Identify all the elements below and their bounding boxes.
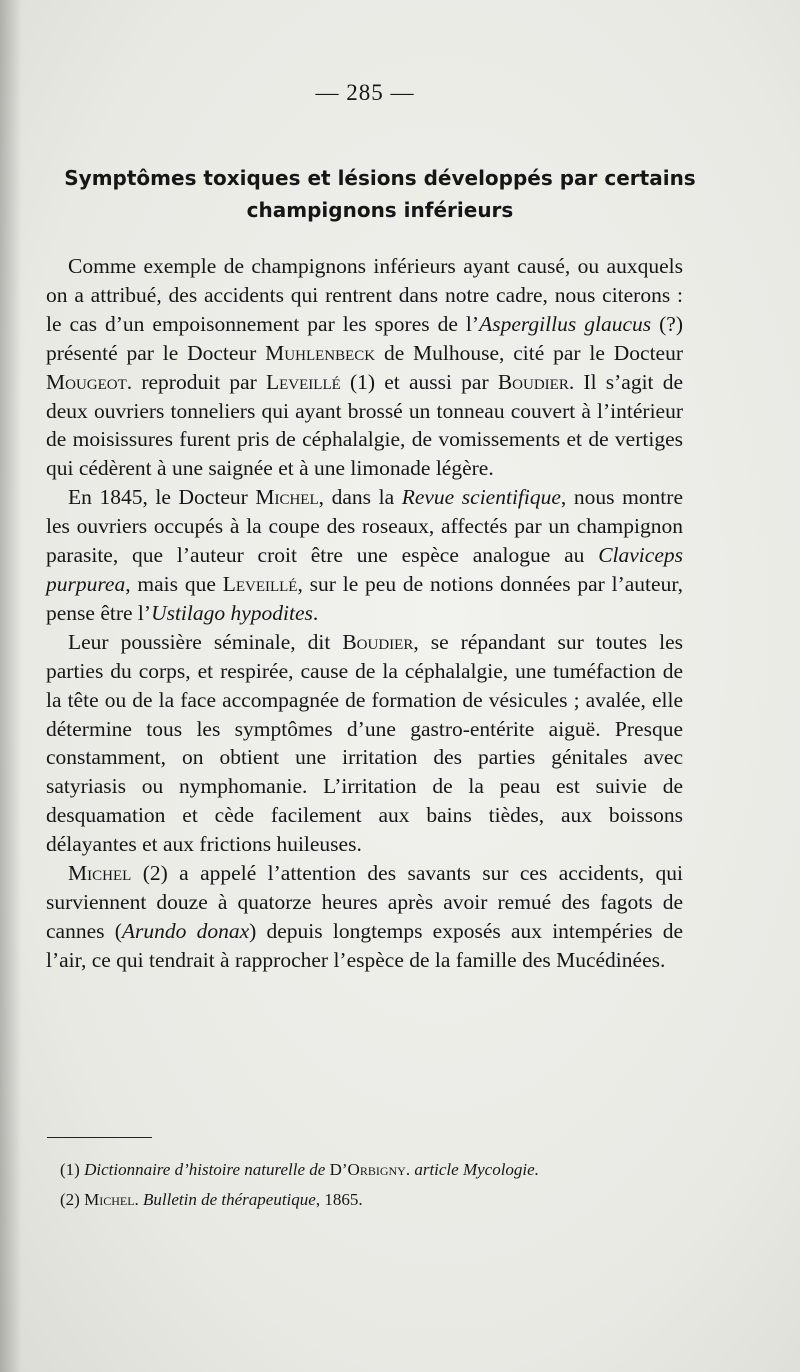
text-run: . [405, 1160, 415, 1179]
text-run: Leur poussière séminale, dit [68, 629, 343, 654]
text-run: Comme exemple de champignons inférieurs ayant causé, ou auxquels on a attribué, des accidents qui rentrent dans notre cadre, nous citerons : le cas d’un empoisonnement par les spores de l’ [46, 254, 683, 336]
footnote [60, 1185, 700, 1215]
italic-text: Dictionnaire d’histoire naturelle de [84, 1160, 326, 1179]
text-run: . [134, 1190, 144, 1209]
text-run: (1) [60, 1160, 85, 1179]
italic-text: Claviceps purpurea [46, 543, 683, 596]
text-run: ) depuis longtemps exposés aux intempéries de l’air, ce qui tendrait à rapprocher l’espèce de la famille des Mucédinées. [46, 918, 684, 972]
paragraph [46, 483, 683, 628]
italic-text: Bulletin de thérapeutique [143, 1190, 316, 1209]
binding-shadow [0, 0, 22, 1372]
author-name: Michel [68, 861, 132, 886]
author-name: Orbigny [347, 1160, 406, 1179]
body-text [46, 252, 683, 975]
text-run: , sur le peu de notions données par l’auteur, pense être l’ [46, 571, 683, 625]
text-run: de Mulhouse, cité par le Docteur [375, 340, 683, 365]
text-run: (?) présenté par le Docteur [46, 311, 683, 365]
author-name: Michel [84, 1190, 135, 1209]
author-name: Muhlenbeck [265, 340, 376, 365]
footnote [60, 1155, 700, 1185]
text-run: , mais que [125, 571, 223, 596]
author-name: Mougeot [46, 369, 127, 394]
author-name: Leveillé [266, 369, 341, 394]
italic-text: Revue scientifique [401, 485, 561, 510]
italic-text: Arundo donax [121, 918, 250, 943]
text-run: En 1845, le Docteur [68, 485, 256, 510]
footnote-divider [47, 1137, 152, 1138]
italic-text: Aspergillus glaucus [479, 311, 652, 336]
paragraph [46, 859, 683, 975]
text-run: , se répandant sur toutes les parties du corps, et respirée, cause de la céphalalgie, une tuméfaction de la tête ou de la face accompagnée de formation de vésicules ; avalée, elle détermine tous les symptômes d’une gastro-entérite aiguë. Presque constamment, on obtient une irritation des parties génitales avec satyriasis ou nymphomanie. L’irritation de la peau est suivie de desquamation et cède facilement aux bains tièdes, aux boissons délayantes et aux frictions huileuses. [46, 629, 683, 857]
paragraph [46, 628, 683, 859]
text-run: D’ [325, 1160, 348, 1179]
author-name: Boudier [342, 629, 414, 654]
italic-text: Ustilago hypodites [151, 600, 313, 625]
text-run: , nous montre les ouvriers occupés à la coupe des roseaux, affectés par un champignon parasite, que l’auteur croit être une espèce analogue au [46, 485, 683, 568]
chapter-title: Symptômes toxiques et lésions développés par certains champignons inférieurs [64, 166, 696, 222]
footnotes [60, 1155, 700, 1215]
text-run: . [312, 600, 319, 625]
italic-text: article Mycologie. [414, 1160, 539, 1179]
paragraph [46, 252, 683, 483]
text-run: , dans la [318, 485, 402, 510]
text-run: (1) et aussi par [340, 369, 498, 394]
text-run: , 1865. [315, 1190, 363, 1209]
author-name: Boudier [497, 369, 569, 394]
text-run: (2) a appelé l’attention des savants sur ces accidents, qui surviennent douze à quatorze heures après avoir remué des fagots de cannes ( [46, 861, 683, 943]
author-name: Leveillé [222, 571, 298, 596]
text-run: . Il s’agit de deux ouvriers tonneliers qui ayant brossé un tonneau couvert à l’intérieur de moisissures furent pris de céphalalgie, de vomissements et de vertiges qui cédèrent à une saignée et à une limonade légère. [46, 369, 683, 481]
author-name: Michel [255, 485, 319, 510]
text-run: . reproduit par [126, 369, 267, 394]
page-number: — 285 — [315, 80, 415, 105]
text-run: (2) [60, 1190, 85, 1209]
